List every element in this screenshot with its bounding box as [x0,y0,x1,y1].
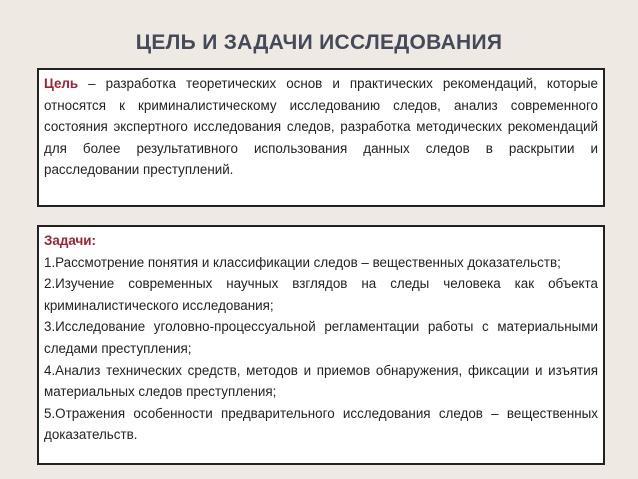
task-number: 1. [44,254,56,270]
task-text: Рассмотрение понятия и классификации следов – вещественных доказательств; [55,254,561,270]
task-item-3 [44,316,598,359]
task-number: 4. [44,362,56,378]
task-item-2 [44,273,598,316]
task-text: Изучение современных научных взглядов на следы человека как объекта криминалистического исследования; [44,276,598,313]
goal-text: – разработка теоретических основ и практических рекомендаций, которые относятся к криминалистическому исследованию следов, анализ современного состояния экспертного исследования следов, разработка методических рекомендаций для более результативного использования данных следов в раскрытии и расследовании преступлений. [44,76,598,178]
slide-title: ЦЕЛЬ И ЗАДАЧИ ИССЛЕДОВАНИЯ [135,31,503,54]
task-number: 2. [44,276,56,292]
task-text: Анализ технических средств, методов и приемов обнаружения, фиксации и изъятия материальных следов преступления; [44,362,598,400]
tasks-box [37,225,605,465]
goal-box [37,68,605,207]
task-text: Исследование уголовно-процессуальной регламентации работы с материальными следами преступления; [44,319,598,356]
task-item-4 [44,360,598,403]
task-number: 5. [44,405,56,421]
task-item-5 [44,403,598,446]
task-number: 3. [44,319,56,335]
goal-label: Цель [44,76,79,91]
task-text: Отражения особенности предварительного исследования следов – вещественных доказательств. [44,405,598,443]
tasks-heading: Задачи: [44,233,96,248]
task-item-1 [44,252,598,274]
